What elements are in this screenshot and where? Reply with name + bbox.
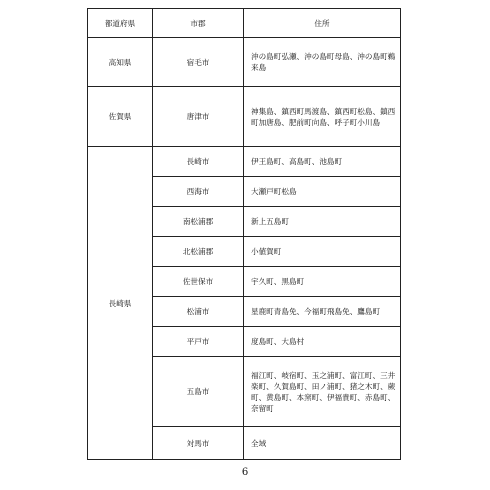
address-cell: 新上五島町 <box>244 207 401 237</box>
address-cell: 宇久町、黒島町 <box>244 267 401 297</box>
header-address: 住所 <box>244 9 401 38</box>
city-cell: 北松浦郡 <box>153 237 244 267</box>
city-cell: 五島市 <box>153 357 244 427</box>
address-cell: 伊王島町、高島町、池島町 <box>244 147 401 177</box>
city-cell: 松浦市 <box>153 297 244 327</box>
city-cell: 長崎市 <box>153 147 244 177</box>
address-cell: 全域 <box>244 427 401 460</box>
prefecture-cell: 長崎県 <box>88 147 153 460</box>
city-cell: 南松浦郡 <box>153 207 244 237</box>
city-cell: 西海市 <box>153 177 244 207</box>
table-header-row <box>88 9 401 38</box>
city-cell: 宿毛市 <box>153 38 244 87</box>
table-row <box>88 147 401 177</box>
address-table <box>87 8 401 460</box>
header-prefecture: 都道府県 <box>88 9 153 38</box>
header-city: 市郡 <box>153 9 244 38</box>
address-cell: 福江町、岐宿町、玉之浦町、富江町、三井楽町、久賀島町、田ノ浦町、猪之木町、蕨町、黄島町、本窯町、伊福貴町、赤島町、奈留町 <box>244 357 401 427</box>
address-cell: 神集島、鎮西町馬渡島、鎮西町松島、鎮西町加唐島、肥前町向島、呼子町小川島 <box>244 87 401 147</box>
prefecture-cell: 高知県 <box>88 38 153 87</box>
table-row <box>88 38 401 87</box>
address-cell: 沖の島町弘瀬、沖の島町母島、沖の島町鵜来島 <box>244 38 401 87</box>
address-cell: 星鹿町青島免、今福町飛島免、鷹島町 <box>244 297 401 327</box>
table-row <box>88 87 401 147</box>
city-cell: 対馬市 <box>153 427 244 460</box>
city-cell: 佐世保市 <box>153 267 244 297</box>
address-cell: 度島町、大島村 <box>244 327 401 357</box>
city-cell: 平戸市 <box>153 327 244 357</box>
address-cell: 大瀬戸町松島 <box>244 177 401 207</box>
city-cell: 唐津市 <box>153 87 244 147</box>
page-number: 6 <box>241 467 249 478</box>
prefecture-cell: 佐賀県 <box>88 87 153 147</box>
address-cell: 小値賀町 <box>244 237 401 267</box>
